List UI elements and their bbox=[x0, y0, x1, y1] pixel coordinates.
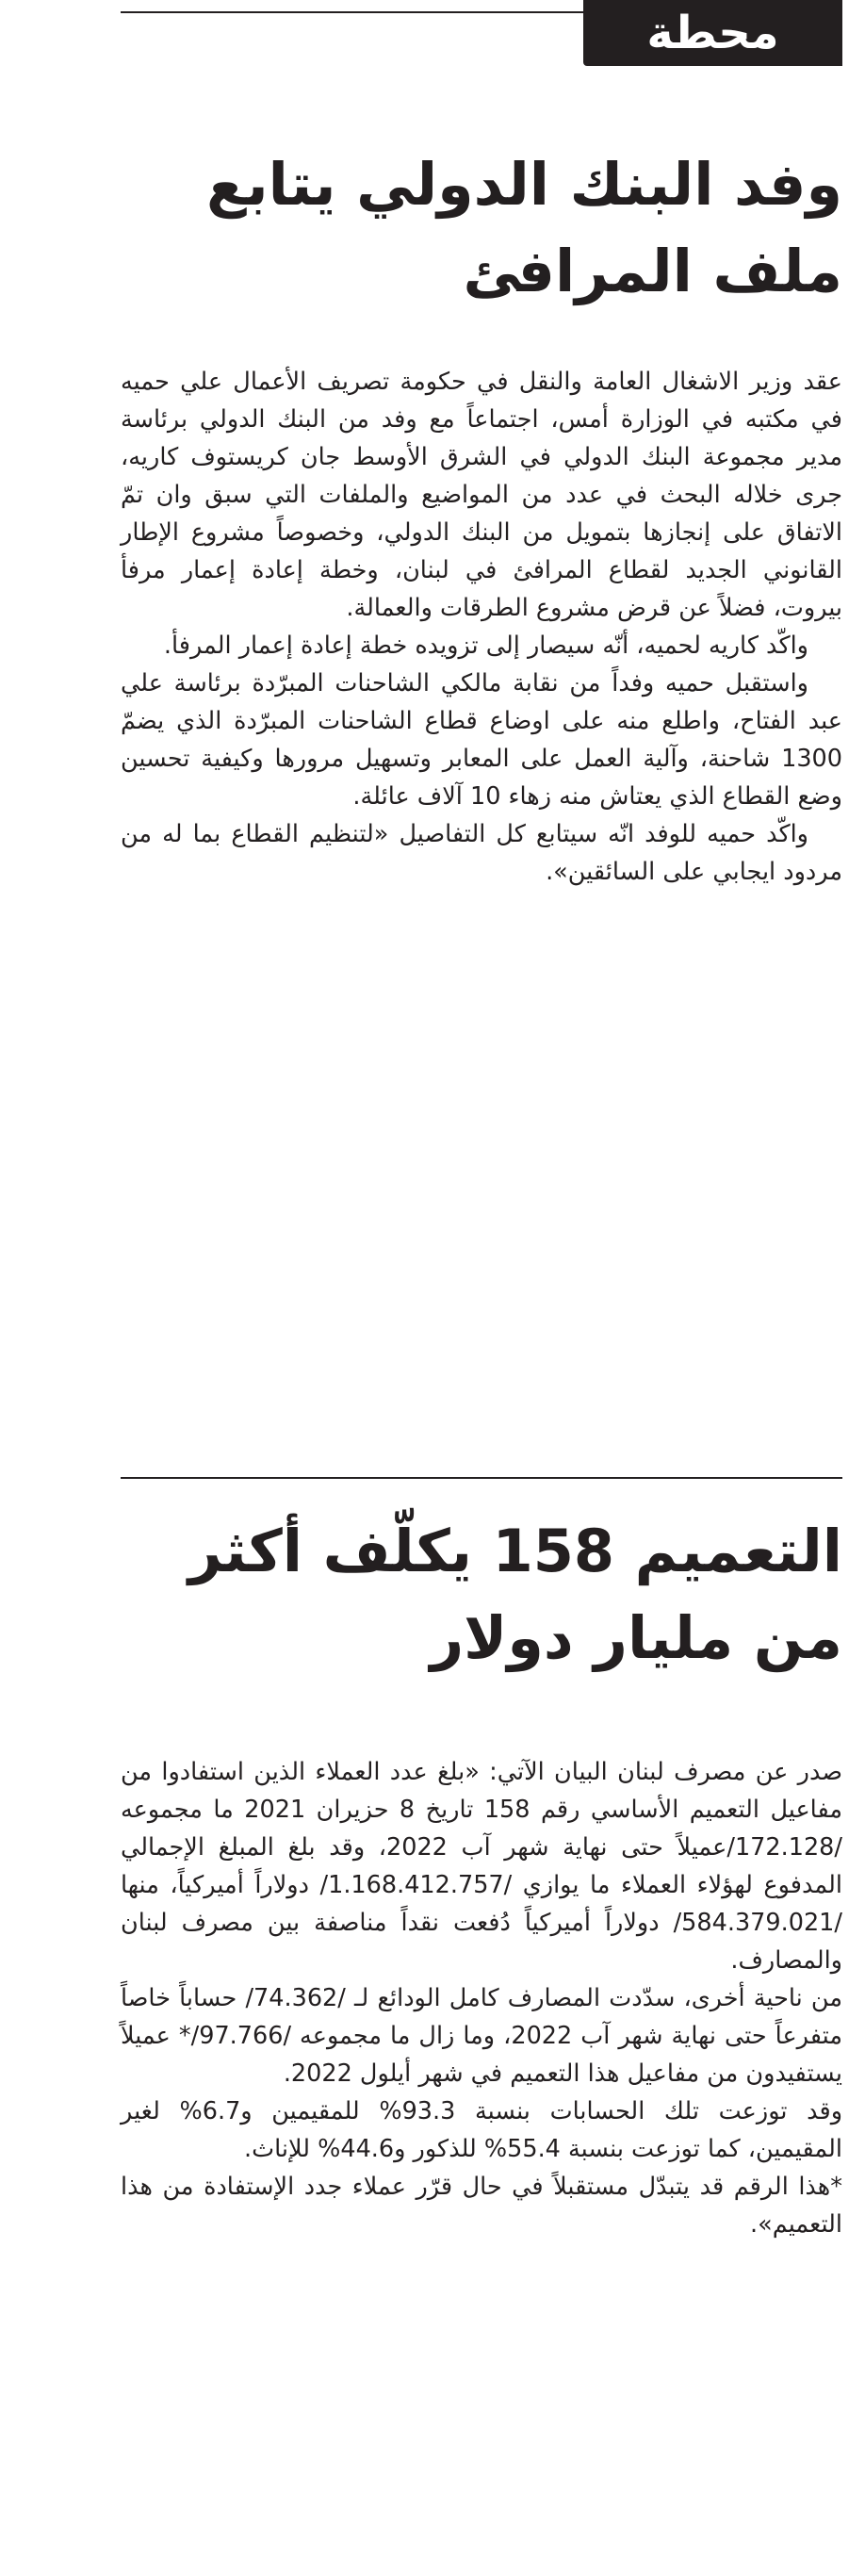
article1-paragraph: واستقبل حميه وفداً من نقابة مالكي الشاحنات المبرّدة برئاسة علي عبد الفتاح، واطلع منه على اوضاع قطاع الشاحنات المبرّدة الذي يضمّ 1300 شاحنة، وآلية العمل على المعابر وتسهيل مرورها وكيفية تحسين وضع القطاع الذي يعتاش منه زهاء 10 آلاف عائلة. bbox=[121, 669, 842, 811]
article2-headline: التعميم 158 يكلّف أكثر من مليار دولار bbox=[188, 1517, 842, 1672]
article1-headline: وفد البنك الدولي يتابع ملف المرافئ bbox=[206, 150, 842, 305]
article2-body bbox=[121, 1753, 842, 2243]
article2-paragraph: *هذا الرقم قد يتبدّل مستقبلاً في حال قرّر عملاء جدد الإستفادة من هذا التعميم». bbox=[121, 2173, 842, 2239]
article1-paragraph: عقد وزير الاشغال العامة والنقل في حكومة تصريف الأعمال علي حميه في مكتبه في الوزارة أمس، اجتماعاً مع وفد من البنك الدولي برئاسة مدير مجموعة البنك الدولي في الشرق الأوسط جان كريستوف كاريه، جرى خلاله البحث في عدد من المواضيع والملفات التي سبق وان تمّ الاتفاق على إنجازها بتمويل من البنك الدولي، وخصوصاً مشروع الإطار القانوني الجديد لقطاع المرافئ في لبنان، وخطة إعادة إعمار مرفأ بيروت، فضلاً عن قرض مشروع الطرقات والعمالة. bbox=[121, 368, 842, 622]
section-divider bbox=[121, 1477, 842, 1479]
article1-paragraph: واكّد حميه للوفد انّه سيتابع كل التفاصيل «لتنظيم القطاع بما له من مردود ايجابي على السائقين». bbox=[121, 820, 842, 886]
article2-paragraph: وقد توزعت تلك الحسابات بنسبة 93.3% للمقيمين و6.7% لغير المقيمين، كما توزعت بنسبة 55.4% للذكور و44.6% للإناث. bbox=[121, 2097, 843, 2163]
article1-body bbox=[121, 363, 842, 891]
section-tag: محطة bbox=[583, 0, 842, 66]
article1-paragraph: واكّد كاريه لحميه، أنّه سيصار إلى تزويده خطة إعادة إعمار المرفأ. bbox=[163, 632, 808, 660]
article2-paragraph: من ناحية أخرى، سدّدت المصارف كامل الودائع لـ /74.362/ حساباً خاصاً متفرعاً حتى نهاية شهر آب 2022، وما زال ما مجموعه /97.766/* عميلاً يستفيدون من مفاعيل هذا التعميم في شهر أيلول 2022. bbox=[121, 1984, 843, 2088]
article2-paragraph: صدر عن مصرف لبنان البيان الآتي: «بلغ عدد العملاء الذين استفادوا من مفاعيل التعميم الأساسي رقم 158 تاريخ 8 حزيران 2021 ما مجموعه /172.128/عميلاً حتى نهاية شهر آب 2022، وقد بلغ المبلغ الإجمالي المدفوع لهؤلاء العملاء ما يوازي /1.168.412.757/ دولاراً أميركياً، منها /584.379.021/ دولاراً أميركياً دُفعت نقداً مناصفة بين مصرف لبنان والمصارف. bbox=[121, 1758, 843, 1975]
